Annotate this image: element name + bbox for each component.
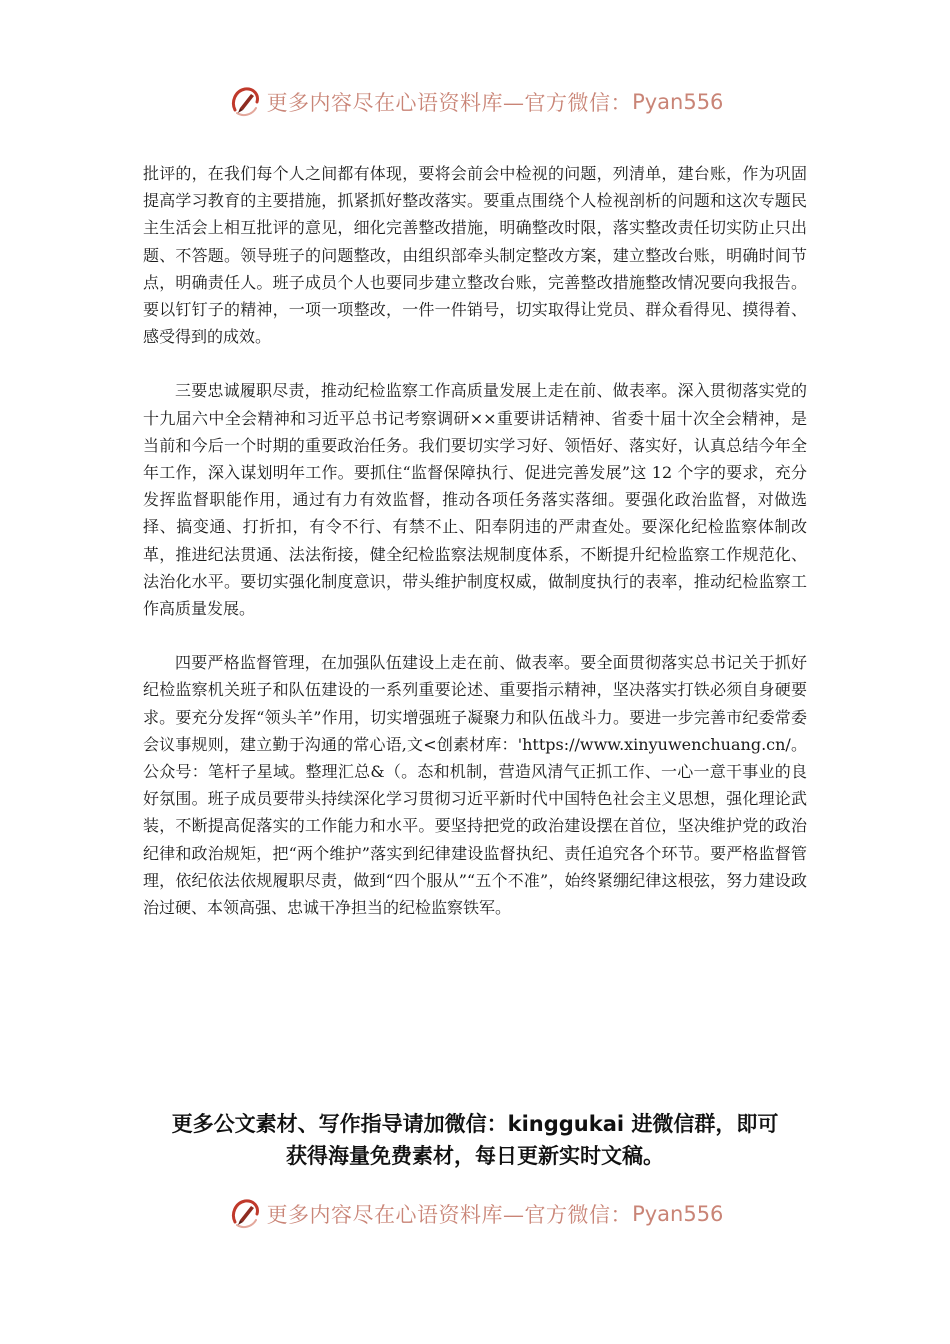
document-body bbox=[143, 160, 807, 948]
header-banner bbox=[0, 80, 950, 124]
footer-note bbox=[100, 1108, 850, 1172]
paragraph-3: 四要严格监督管理，在加强队伍建设上走在前、做表率。要全面贯彻落实总书记关于抓好纪检监察机关班子和队伍建设的一系列重要论述、重要指示精神，坚决落实打铁必须自身硬要求。要充分发挥“领头羊”作用，切实增强班子凝聚力和队伍战斗力。要进一步完善市纪委常委会议事规则，建立勤于沟通的常心语,文<创素材库：'https://www.xinyuwenchuang.cn/。公众号：笔杆子星域。整理汇总&（。态和机制，营造风清气正抓工作、一心一意干事业的良好氛围。班子成员要带头持续深化学习贯彻习近平新时代中国特色社会主义思想，强化理论武装，不断提高促落实的工作能力和水平。要坚持把党的政治建设摆在首位，坚决维护党的政治纪律和政治规矩，把“两个维护”落实到纪律建设监督执纪、责任追究各个环节。要严格监督管理，依纪依法依规履职尽责，做到“四个服从”“五个不准”，始终紧绷纪律这根弦，努力建设政治过硬、本领高强、忠诚干净担当的纪检监察铁军。 bbox=[143, 653, 807, 918]
footer-note-line-2: 获得海量免费素材，每日更新实时文稿。 bbox=[286, 1144, 664, 1168]
header-banner-text: 更多内容尽在心语资料库—官方微信： bbox=[266, 91, 633, 115]
footer-banner bbox=[0, 1192, 950, 1236]
footer-note-line-1: 更多公文素材、写作指导请加微信：kinggukai 进微信群，即可 bbox=[171, 1112, 779, 1136]
footer-banner-text: 更多内容尽在心语资料库—官方微信： bbox=[266, 1203, 633, 1227]
pen-circle-logo-icon bbox=[227, 84, 263, 120]
footer-banner-wechat-id: Pyan556 bbox=[632, 1202, 724, 1226]
paragraph-1: 批评的，在我们每个人之间都有体现，要将会前会中检视的问题，列清单，建台账，作为巩固提高学习教育的主要措施，抓紧抓好整改落实。要重点围绕个人检视剖析的问题和这次专题民主生活会上相互批评的意见，细化完善整改措施，明确整改时限，落实整改责任切实防止只出题、不答题。领导班子的问题整改，由组织部牵头制定整改方案，建立整改台账，明确时间节点，明确责任人。班子成员个人也要同步建立整改台账，完善整改措施整改情况要向我报告。要以钉钉子的精神，一项一项整改，一件一件销号，切实取得让党员、群众看得见、摸得着、感受得到的成效。 bbox=[143, 164, 807, 347]
pen-circle-logo-icon bbox=[227, 1196, 263, 1232]
paragraph-2: 三要忠诚履职尽责，推动纪检监察工作高质量发展上走在前、做表率。深入贯彻落实党的十九届六中全会精神和习近平总书记考察调研××重要讲话精神、省委十届十次全会精神，是当前和今后一个时期的重要政治任务。我们要切实学习好、领悟好、落实好，认真总结今年全年工作，深入谋划明年工作。要抓住“监督保障执行、促进完善发展”这 12 个字的要求，充分发挥监督职能作用，通过有力有效监督，推动各项任务落实落细。要强化政治监督，对做选择、搞变通、打折扣，有令不行、有禁不止、阳奉阴违的严肃查处。要深化纪检监察体制改革，推进纪法贯通、法法衔接，健全纪检监察法规制度体系，不断提升纪检监察工作规范化、法治化水平。要切实强化制度意识，带头维护制度权威，做制度执行的表率，推动纪检监察工作高质量发展。 bbox=[143, 381, 807, 619]
header-banner-wechat-id: Pyan556 bbox=[632, 90, 724, 114]
